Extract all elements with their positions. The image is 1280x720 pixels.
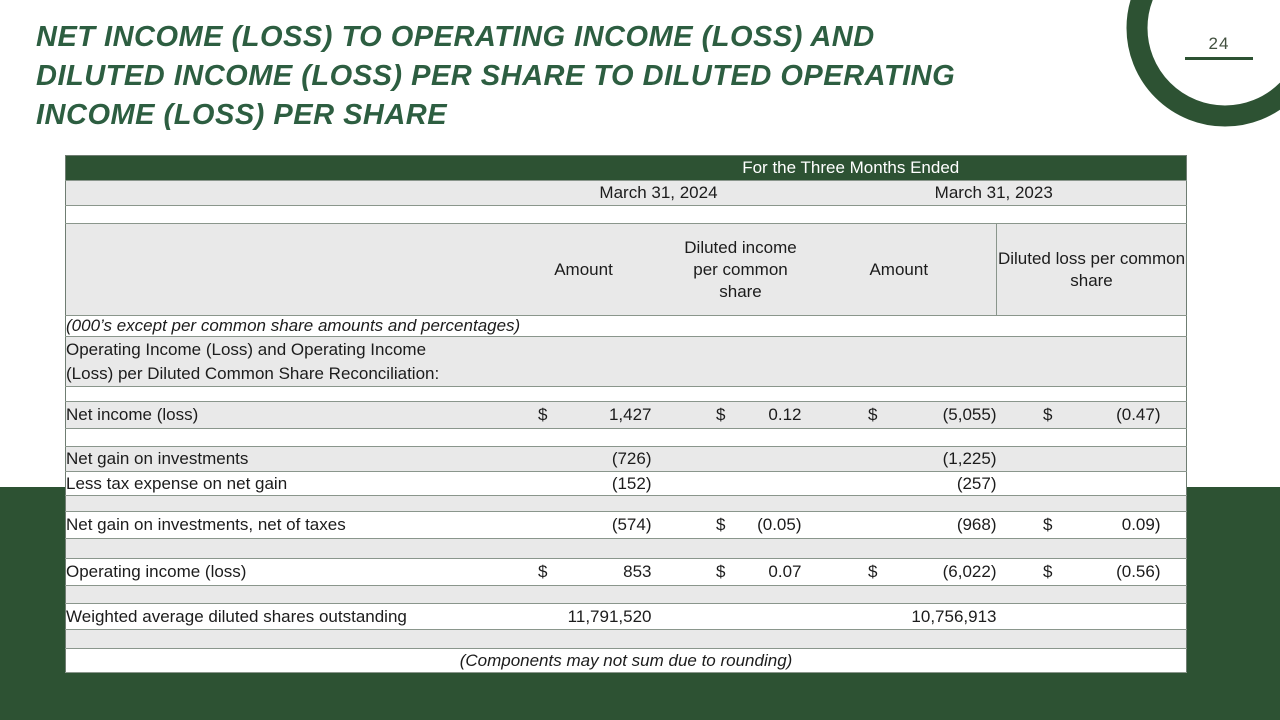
table-row-net-gain-net <box>66 512 1187 539</box>
dollar-sign: $ <box>716 562 726 581</box>
row-label: Net gain on investments <box>66 449 249 468</box>
amount-2023: (968) <box>956 515 997 534</box>
page-number <box>1185 34 1253 60</box>
amount-2023: (6,022) <box>942 562 997 581</box>
rounding-footnote: (Components may not sum due to rounding) <box>459 650 793 670</box>
dollar-sign <box>652 472 726 496</box>
table-row-operating-income <box>66 559 1187 586</box>
slide-title-line3: INCOME (LOSS) PER SHARE <box>36 99 448 131</box>
amount-2023: (5,055) <box>942 405 997 424</box>
colhead-amount-2024: Amount <box>554 259 613 279</box>
dollar-sign: $ <box>538 562 548 581</box>
slide-title <box>36 18 1111 135</box>
dollar-sign <box>516 472 548 496</box>
section-header <box>66 337 1187 387</box>
spacer-row <box>66 630 1187 649</box>
footnote-row <box>66 649 1187 673</box>
dollar-sign <box>516 447 548 472</box>
page-number-underline <box>1185 57 1253 60</box>
row-label: Operating income (loss) <box>66 562 247 581</box>
amount-2024: (574) <box>611 515 652 534</box>
section-header-line2: (Loss) per Diluted Common Share Reconciliation: <box>66 363 440 383</box>
dates-row <box>66 181 1187 206</box>
dollar-sign: $ <box>1043 515 1053 534</box>
diluted-2023: (0.47) <box>1116 405 1161 424</box>
dollar-sign: $ <box>1043 562 1053 581</box>
amount-2024: (152) <box>611 473 652 493</box>
diluted-2024: (0.05) <box>757 515 802 534</box>
dollar-sign <box>802 472 878 496</box>
units-note-row <box>66 316 1187 337</box>
dollar-sign <box>516 512 548 539</box>
amount-2023: (257) <box>956 473 997 493</box>
amount-2024: (726) <box>611 449 652 468</box>
table-row-net-income <box>66 402 1187 429</box>
diluted-2023: (0.56) <box>1116 562 1161 581</box>
spacer-row <box>66 206 1187 224</box>
diluted-2023 <box>1053 472 1161 496</box>
page-number-text: 24 <box>1208 34 1230 53</box>
dollar-sign <box>997 447 1053 472</box>
colhead-spacer <box>66 224 516 316</box>
dollar-sign <box>652 447 726 472</box>
section-header-line1: Operating Income (Loss) and Operating Income <box>66 339 427 359</box>
diluted-2024 <box>726 447 802 472</box>
units-note: (000’s except per common share amounts and percentages) <box>66 316 521 335</box>
period-header-spacer <box>66 156 516 181</box>
row-label: Less tax expense on net gain <box>66 473 288 493</box>
diluted-2023: 0.09) <box>1121 515 1161 534</box>
reconciliation-table <box>65 155 1187 673</box>
row-label: Net gain on investments, net of taxes <box>66 515 346 534</box>
amount-2024: 1,427 <box>608 405 652 424</box>
diluted-2024: 0.07 <box>768 562 802 581</box>
dollar-sign: $ <box>716 515 726 534</box>
amount-2023: (1,225) <box>942 449 997 468</box>
diluted-2024: 0.12 <box>768 405 802 424</box>
table-row-weighted-shares <box>66 604 1187 630</box>
spacer-row <box>66 539 1187 559</box>
slide-title-line1: NET INCOME (LOSS) TO OPERATING INCOME (LOSS) AND <box>36 21 875 53</box>
dollar-sign: $ <box>868 562 878 581</box>
amount-2024: 853 <box>623 562 652 581</box>
shares-2023: 10,756,913 <box>911 606 997 626</box>
spacer-row <box>66 429 1187 447</box>
spacer-row <box>66 496 1187 512</box>
colhead-diluted-2023: Diluted loss per common share <box>997 224 1187 316</box>
date-2024: March 31, 2024 <box>599 183 718 202</box>
section-header-row <box>66 337 1187 387</box>
slide-title-line2: DILUTED INCOME (LOSS) PER SHARE TO DILUTED OPERATING <box>36 60 956 92</box>
spacer-row <box>66 586 1187 604</box>
table-row-net-gain <box>66 447 1187 472</box>
diluted-2024 <box>726 472 802 496</box>
period-header-row <box>66 156 1187 181</box>
spacer-row <box>66 387 1187 402</box>
dollar-sign: $ <box>538 405 548 424</box>
diluted-2023 <box>1053 447 1161 472</box>
row-label: Net income (loss) <box>66 405 199 424</box>
colhead-diluted-2024: Diluted income per common share <box>684 237 797 301</box>
dollar-sign: $ <box>1043 405 1053 424</box>
date-2023: March 31, 2023 <box>934 183 1053 202</box>
colhead-amount-2023: Amount <box>869 259 929 279</box>
dollar-sign <box>802 512 878 539</box>
dollar-sign <box>802 447 878 472</box>
column-headers-row <box>66 224 1187 316</box>
shares-2024: 11,791,520 <box>567 606 652 626</box>
period-header-cell: For the Three Months Ended <box>516 156 1187 181</box>
dollar-sign <box>997 472 1053 496</box>
dates-spacer <box>66 181 516 206</box>
dollar-sign: $ <box>716 405 726 424</box>
dollar-sign: $ <box>868 405 878 424</box>
row-label: Weighted average diluted shares outstanding <box>66 606 407 626</box>
table-row-less-tax <box>66 472 1187 496</box>
